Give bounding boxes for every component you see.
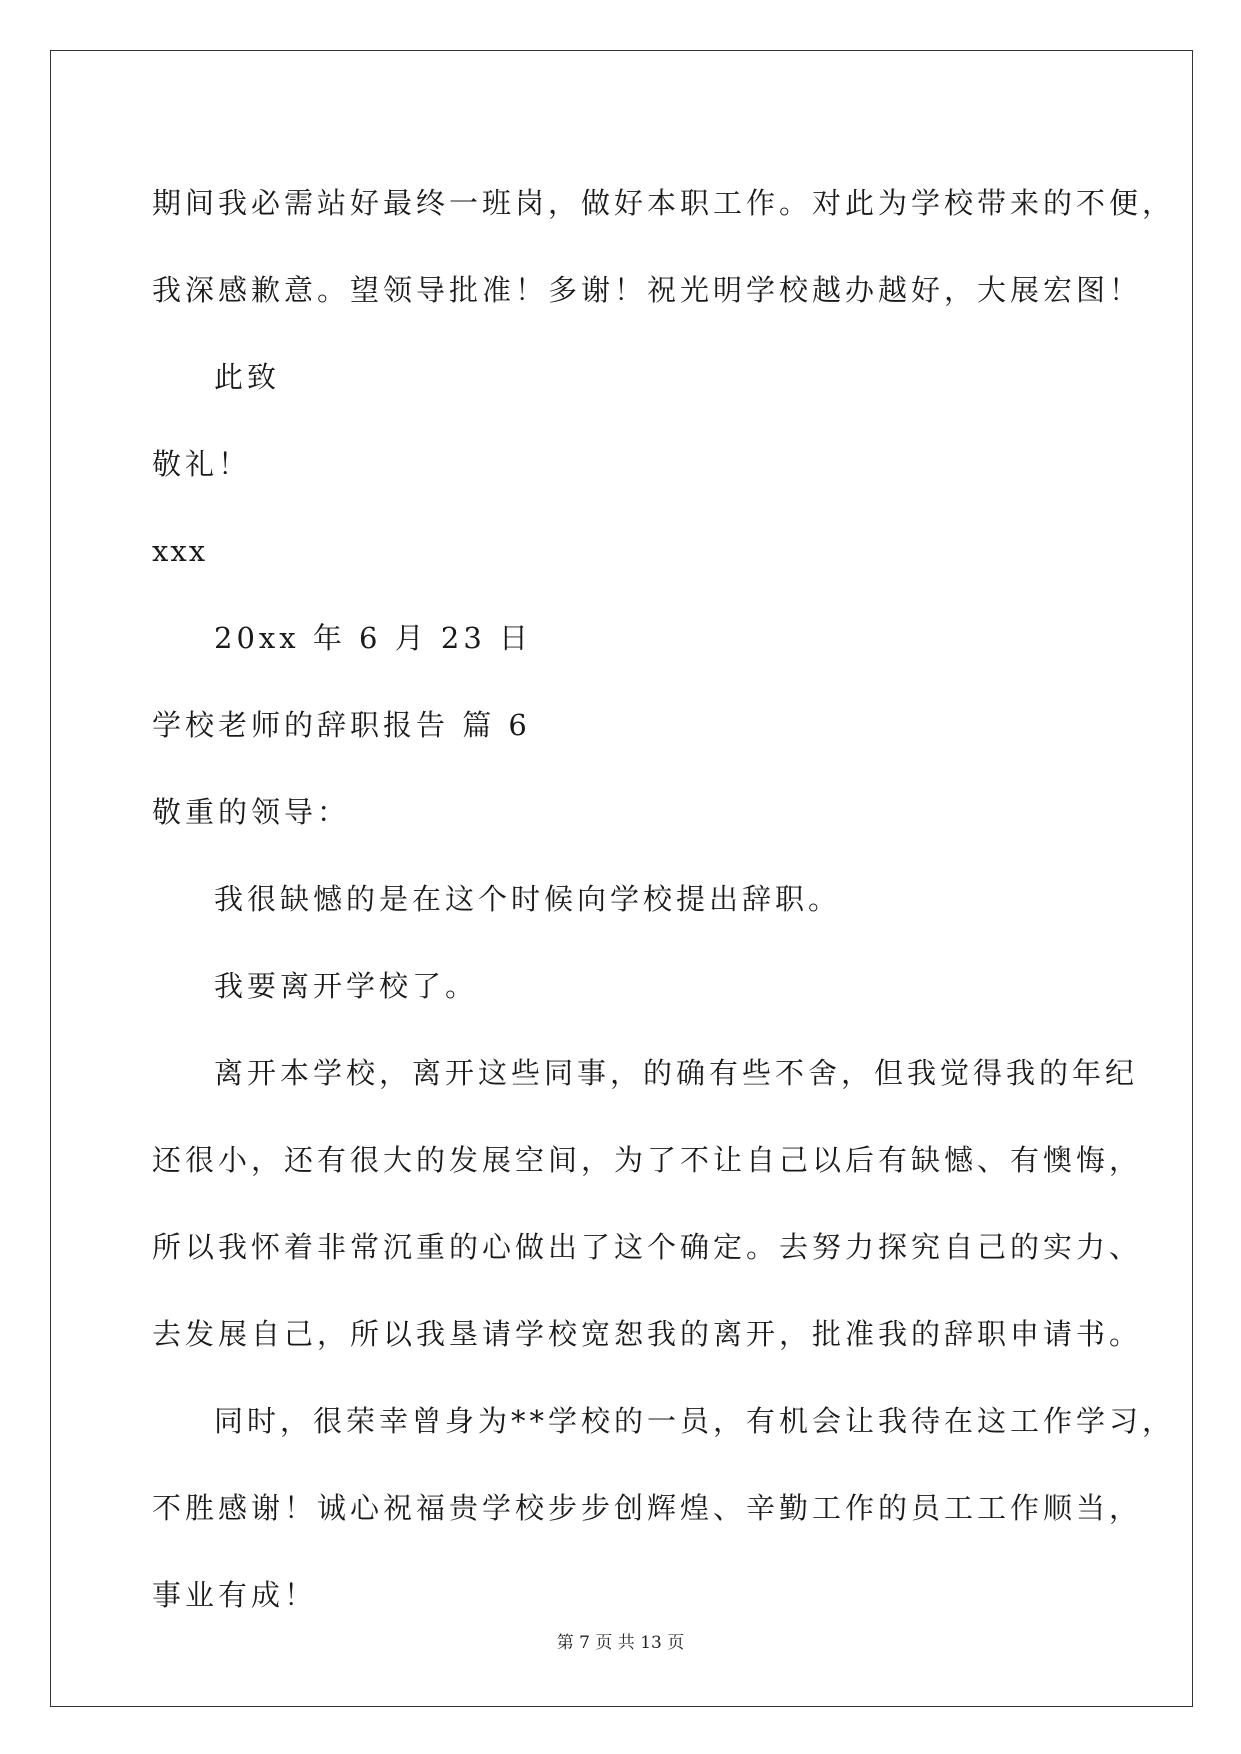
paragraph-line: 所以我怀着非常沉重的心做出了这个确定。去努力探究自己的实力、 bbox=[152, 1230, 1143, 1264]
paragraph-line: 期间我必需站好最终一班岗，做好本职工作。对此为学校带来的不便， bbox=[152, 186, 1176, 220]
paragraph-line: 同时，很荣幸曾身为**学校的一员，有机会让我待在这工作学习， bbox=[214, 1404, 1176, 1438]
letter-greeting: 敬重的领导： bbox=[152, 795, 351, 829]
document-body bbox=[152, 160, 1176, 1639]
page-number-footer: 第 7 页 共 13 页 bbox=[556, 1633, 685, 1653]
signature-date: 20xx 年 6 月 23 日 bbox=[214, 621, 533, 655]
closing-salutation: 此致 bbox=[214, 360, 281, 394]
paragraph-line: 我很缺憾的是在这个时候向学校提出辞职。 bbox=[214, 882, 842, 916]
paragraph-line: 不胜感谢！诚心祝福贵学校步步创辉煌、辛勤工作的员工工作顺当， bbox=[152, 1491, 1143, 1525]
paragraph-line: 我深感歉意。望领导批准！多谢！祝光明学校越办越好，大展宏图！ bbox=[152, 273, 1143, 307]
paragraph-line: 离开本学校，离开这些同事，的确有些不舍，但我觉得我的年纪 bbox=[214, 1056, 1139, 1090]
paragraph-line: 还很小，还有很大的发展空间，为了不让自己以后有缺憾、有懊悔， bbox=[152, 1143, 1143, 1177]
paragraph-line: 我要离开学校了。 bbox=[214, 969, 479, 1003]
closing-regards: 敬礼！ bbox=[152, 447, 252, 481]
signature-name: xxx bbox=[152, 534, 208, 568]
section-title: 学校老师的辞职报告 篇 6 bbox=[152, 708, 531, 742]
paragraph-line: 去发展自己，所以我垦请学校宽恕我的离开，批准我的辞职申请书。 bbox=[152, 1317, 1143, 1351]
paragraph-line: 事业有成！ bbox=[152, 1578, 318, 1612]
